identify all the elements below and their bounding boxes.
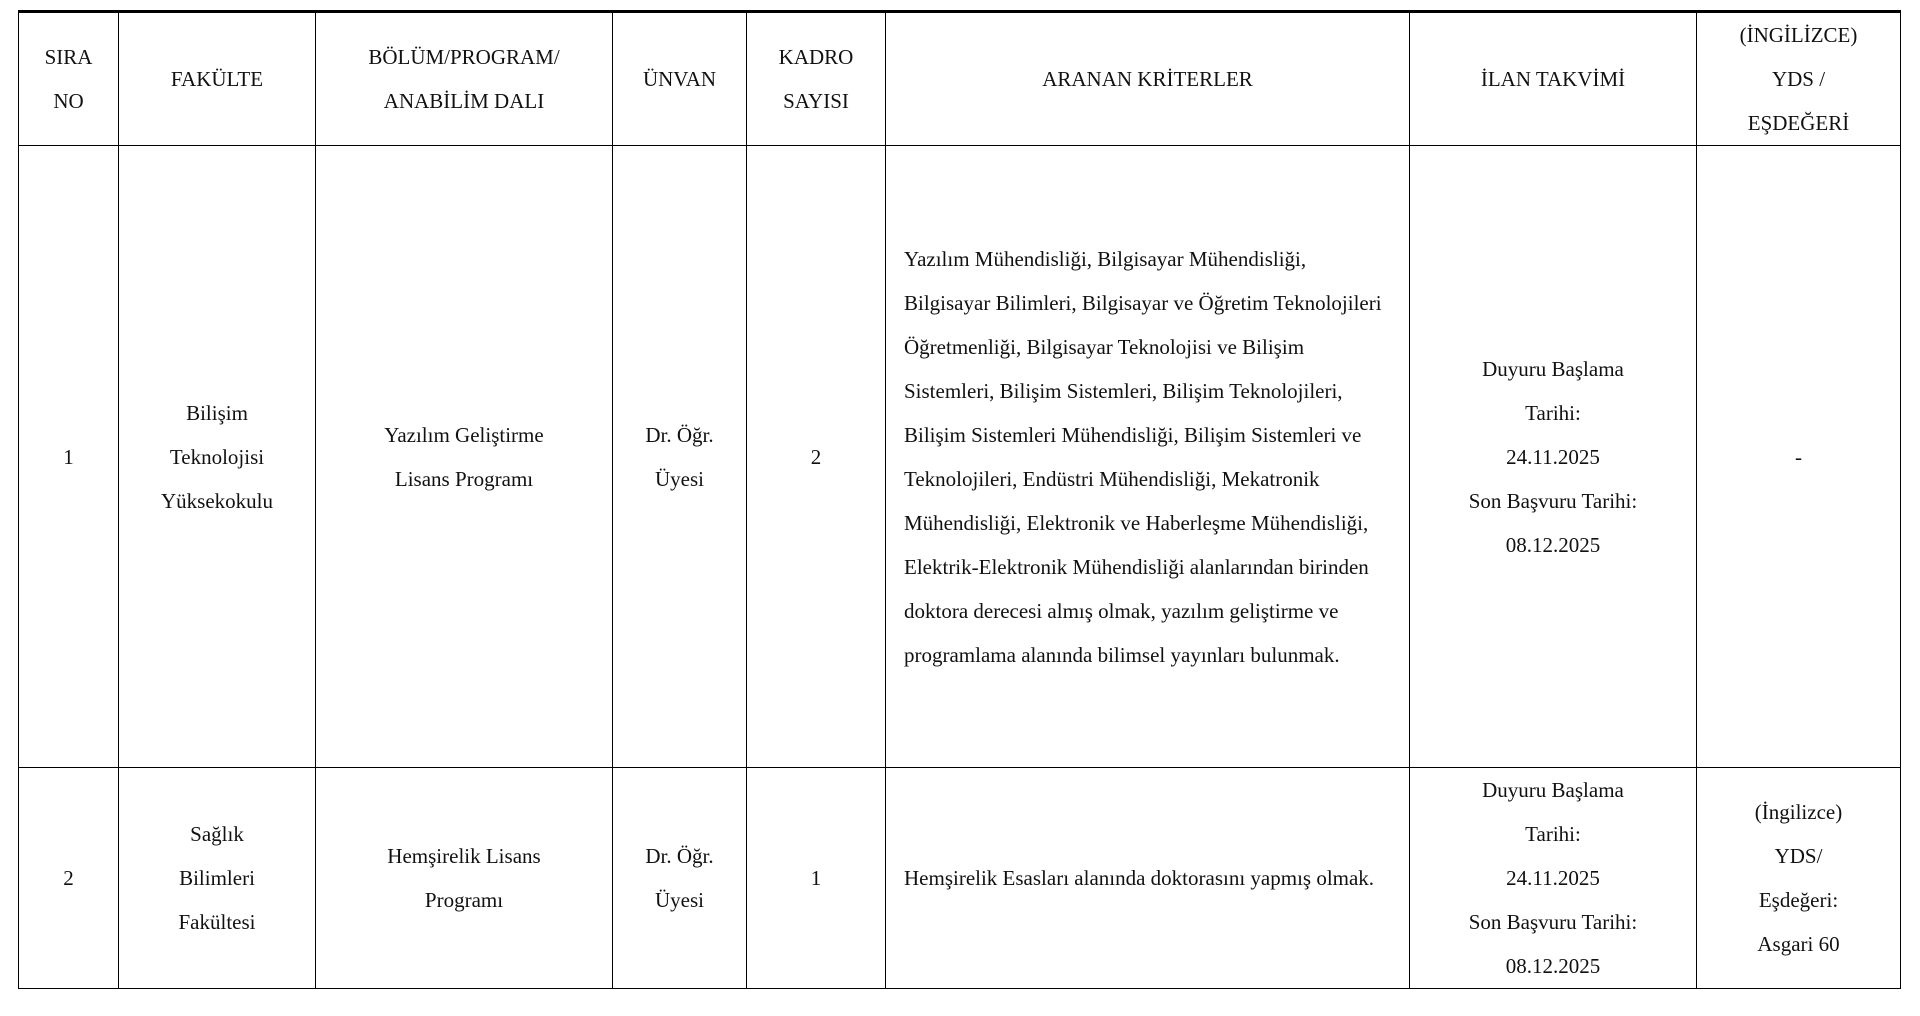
header-bolum: BÖLÜM/PROGRAM/ ANABİLİM DALI [316, 12, 613, 146]
cell-unvan: Dr. Öğr. Üyesi [613, 768, 747, 989]
cell-fakulte: Bilişim Teknolojisi Yüksekokulu [119, 146, 316, 768]
cell-kriterler: Hemşirelik Esasları alanında doktorasını yapmış olmak. [886, 768, 1410, 989]
cell-yds: (İngilizce) YDS/ Eşdeğeri: Asgari 60 [1697, 768, 1901, 989]
cell-takvim: Duyuru Başlama Tarihi: 24.11.2025 Son Başvuru Tarihi: 08.12.2025 [1410, 768, 1697, 989]
cell-bolum: Yazılım Geliştirme Lisans Programı [316, 146, 613, 768]
announcement-table [18, 10, 1901, 989]
table-row [19, 146, 1901, 768]
cell-fakulte: Sağlık Bilimleri Fakültesi [119, 768, 316, 989]
cell-kriterler: Yazılım Mühendisliği, Bilgisayar Mühendisliği, Bilgisayar Bilimleri, Bilgisayar ve Öğretim Teknolojileri Öğretmenliği, Bilgisayar Teknolojisi ve Bilişim Sistemleri, Bilişim Sistemleri, Bilişim Teknolojileri, Bilişim Sistemleri Mühendisliği, Bilişim Sistemleri ve Teknolojileri, Endüstri Mühendisliği, Mekatronik Mühendisliği, Elektronik ve Haberleşme Mühendisliği, Elektrik-Elektronik Mühendisliği alanlarından birinden doktora derecesi almış olmak, yazılım geliştirme ve programlama alanında bilimsel yayınları bulunmak. [886, 146, 1410, 768]
header-kadro: KADRO SAYISI [747, 12, 886, 146]
cell-no: 1 [19, 146, 119, 768]
cell-unvan: Dr. Öğr. Üyesi [613, 146, 747, 768]
header-unvan: ÜNVAN [613, 12, 747, 146]
header-kriterler: ARANAN KRİTERLER [886, 12, 1410, 146]
cell-no: 2 [19, 768, 119, 989]
header-fakulte: FAKÜLTE [119, 12, 316, 146]
cell-kadro: 2 [747, 146, 886, 768]
table-row [19, 768, 1901, 989]
header-sira-no: SIRA NO [19, 12, 119, 146]
header-takvim: İLAN TAKVİMİ [1410, 12, 1697, 146]
cell-kadro: 1 [747, 768, 886, 989]
cell-bolum: Hemşirelik Lisans Programı [316, 768, 613, 989]
cell-takvim: Duyuru Başlama Tarihi: 24.11.2025 Son Başvuru Tarihi: 08.12.2025 [1410, 146, 1697, 768]
header-yds: (İNGİLİZCE) YDS / EŞDEĞERİ [1697, 12, 1901, 146]
header-row [19, 12, 1901, 146]
cell-yds: - [1697, 146, 1901, 768]
